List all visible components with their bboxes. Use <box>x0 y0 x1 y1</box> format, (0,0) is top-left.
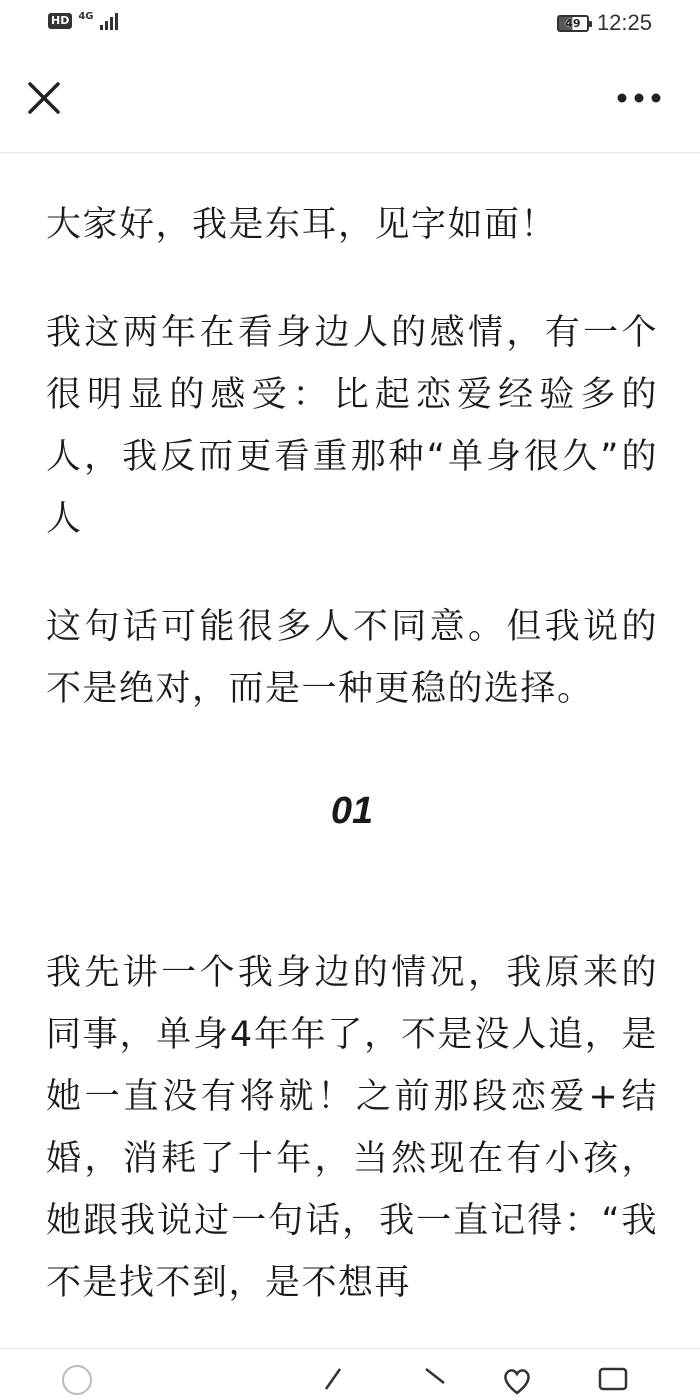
article-paragraph: 我先讲一个我身边的情况，我原来的同事，单身4年年了，不是没人追，是她一直没有将就！之前那段恋爱+结婚，消耗了十年，当然现在有小孩，她跟我说过一句话，我一直记得：“我不是找不到，是不想再 <box>46 953 658 1303</box>
more-options-button[interactable] <box>614 82 664 114</box>
battery-level: 49 <box>565 16 581 30</box>
nav-bar <box>0 48 700 153</box>
status-right <box>557 10 652 36</box>
signal-strength-icon <box>100 12 118 30</box>
battery-icon <box>557 15 589 32</box>
article-paragraph: 这句话可能很多人不同意。但我说的不是绝对，而是一种更稳的选择。 <box>46 607 658 709</box>
article-body <box>46 152 658 1314</box>
heart-icon[interactable] <box>500 1363 534 1397</box>
share-icon[interactable] <box>418 1363 452 1397</box>
status-time: 12:25 <box>596 10 652 35</box>
circle-icon[interactable] <box>60 1363 94 1397</box>
hd-badge: HD <box>48 13 72 29</box>
section-heading: 01 <box>330 790 374 832</box>
bottom-toolbar <box>0 1348 700 1383</box>
network-label: 4G <box>78 11 94 22</box>
close-button[interactable] <box>22 76 66 120</box>
more-horizontal-icon <box>614 82 664 114</box>
status-left <box>48 12 118 30</box>
article-paragraph: 我这两年在看身边人的感情，有一个很明显的感受：比起恋爱经验多的人，我反而更看重那种“单身很久”的人 <box>46 313 658 539</box>
close-icon <box>22 76 66 120</box>
pen-icon[interactable] <box>318 1363 352 1397</box>
article-paragraph: 大家好，我是东耳，见字如面！ <box>46 205 558 245</box>
status-bar <box>0 0 700 48</box>
comment-icon[interactable] <box>596 1363 630 1397</box>
